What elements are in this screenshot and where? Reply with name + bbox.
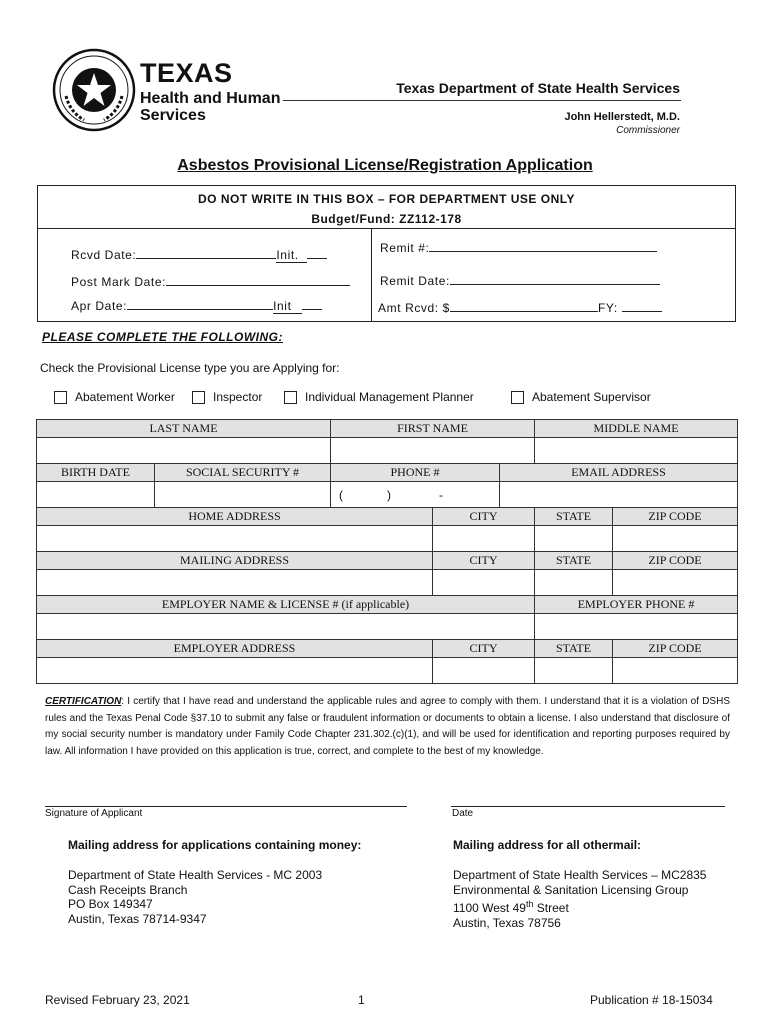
employer-phone-input[interactable] xyxy=(535,614,738,640)
fy-label: FY: xyxy=(597,301,618,315)
employer-state-input[interactable] xyxy=(535,658,613,684)
table-row xyxy=(37,420,738,438)
checkbox-label: Individual Management Planner xyxy=(305,390,474,404)
post-mark-date-field[interactable] xyxy=(71,273,350,289)
table-row xyxy=(37,596,738,614)
table-row xyxy=(37,658,738,684)
first-name-input[interactable] xyxy=(331,438,535,464)
home-city-header: CITY xyxy=(433,508,535,526)
amt-rcvd-field[interactable] xyxy=(378,299,662,315)
phone-input[interactable] xyxy=(331,482,500,508)
email-header: EMAIL ADDRESS xyxy=(500,464,738,482)
middle-name-header: MIDDLE NAME xyxy=(535,420,738,438)
table-row xyxy=(37,482,738,508)
department-use-box xyxy=(37,185,736,322)
mailing-state-header: STATE xyxy=(535,552,613,570)
mailing-zip-header: ZIP CODE xyxy=(613,552,738,570)
table-row xyxy=(37,614,738,640)
phone-paren-open: ( xyxy=(339,487,343,502)
apr-date-field[interactable] xyxy=(71,297,322,314)
form-title: Asbestos Provisional License/Registration Application xyxy=(177,157,593,174)
rcvd-date-label: Rcvd Date: xyxy=(71,248,137,262)
remit-number-field[interactable] xyxy=(380,239,657,255)
post-mark-date-label: Post Mark Date: xyxy=(71,275,167,289)
home-address-input[interactable] xyxy=(37,526,433,552)
logo-line-texas: TEXAS xyxy=(140,58,233,88)
date-signature-line[interactable] xyxy=(451,806,725,807)
street-number: 1100 West 49 xyxy=(453,901,526,915)
employer-zip-input[interactable] xyxy=(613,658,738,684)
header-rule xyxy=(283,100,681,101)
email-input[interactable] xyxy=(500,482,738,508)
table-row xyxy=(37,464,738,482)
rcvd-date-field[interactable] xyxy=(71,246,327,263)
phone-dash: - xyxy=(439,487,443,502)
last-name-input[interactable] xyxy=(37,438,331,464)
revised-date: Revised February 23, 2021 xyxy=(45,993,190,1007)
checkbox-icon[interactable] xyxy=(284,391,297,404)
phone-paren-close: ) xyxy=(387,487,391,502)
money-mailing-address xyxy=(68,868,322,926)
checkbox-individual-management-planner[interactable] xyxy=(284,390,474,404)
remit-date-field[interactable] xyxy=(380,272,660,288)
applicant-signature-line[interactable] xyxy=(45,806,407,807)
home-address-header: HOME ADDRESS xyxy=(37,508,433,526)
checkbox-icon[interactable] xyxy=(54,391,67,404)
address-line: Department of State Health Services - MC 2003 xyxy=(68,868,323,882)
applicant-signature-label: Signature of Applicant xyxy=(45,808,143,819)
address-line: Austin, Texas 78756 xyxy=(453,915,561,930)
street-suffix: Street xyxy=(533,901,569,915)
home-state-header: STATE xyxy=(535,508,613,526)
mailing-city-header: CITY xyxy=(433,552,535,570)
table-row xyxy=(37,526,738,552)
init-label-1: Init. xyxy=(276,248,306,263)
other-mailing-address xyxy=(453,868,706,930)
address-line: Austin, Texas 78714-9347 xyxy=(68,911,207,926)
table-row xyxy=(37,640,738,658)
certification-text xyxy=(45,694,730,760)
texas-hhs-seal-logo xyxy=(52,48,136,132)
address-line: Cash Receipts Branch xyxy=(68,882,188,897)
employer-name-header: EMPLOYER NAME & LICENSE # (if applicable) xyxy=(37,596,535,614)
office-box-divider xyxy=(38,228,735,229)
birth-date-input[interactable] xyxy=(37,482,155,508)
checkbox-icon[interactable] xyxy=(511,391,524,404)
address-line: Environmental & Sanitation Licensing Group xyxy=(453,882,689,897)
table-row xyxy=(37,438,738,464)
home-zip-header: ZIP CODE xyxy=(613,508,738,526)
mailing-zip-input[interactable] xyxy=(613,570,738,596)
commissioner-title: Commissioner xyxy=(616,125,680,136)
first-name-header: FIRST NAME xyxy=(331,420,535,438)
remit-number-label: Remit #: xyxy=(380,241,430,255)
address-line: Department of State Health Services – MC2835 xyxy=(453,868,707,882)
logo-wordmark xyxy=(140,60,280,124)
table-row xyxy=(37,570,738,596)
table-row xyxy=(37,552,738,570)
employer-zip-header: ZIP CODE xyxy=(613,640,738,658)
commissioner-name: John Hellerstedt, M.D. xyxy=(564,111,680,123)
remit-date-label: Remit Date: xyxy=(380,274,450,288)
checkbox-inspector[interactable] xyxy=(192,390,262,404)
checkbox-abatement-worker[interactable] xyxy=(54,390,175,404)
checkbox-label: Inspector xyxy=(213,390,263,404)
checkbox-label: Abatement Supervisor xyxy=(532,390,651,404)
money-mailing-heading: Mailing address for applications containing money: xyxy=(68,838,362,852)
employer-address-header: EMPLOYER ADDRESS xyxy=(37,640,433,658)
employer-city-header: CITY xyxy=(433,640,535,658)
employer-address-input[interactable] xyxy=(37,658,433,684)
checkbox-label: Abatement Worker xyxy=(75,390,175,404)
department-name: Texas Department of State Health Services xyxy=(396,80,680,96)
date-signature-label: Date xyxy=(452,808,474,819)
home-zip-input[interactable] xyxy=(613,526,738,552)
section-heading: PLEASE COMPLETE THE FOLLOWING: xyxy=(42,330,283,344)
other-mailing-heading: Mailing address for all othermail: xyxy=(453,838,642,852)
address-line: PO Box 149347 xyxy=(68,897,153,911)
applicant-info-table xyxy=(36,419,738,684)
last-name-header: LAST NAME xyxy=(37,420,331,438)
middle-name-input[interactable] xyxy=(535,438,738,464)
checkbox-icon[interactable] xyxy=(192,391,205,404)
ssn-header: SOCIAL SECURITY # xyxy=(155,464,331,482)
office-box-heading: DO NOT WRITE IN THIS BOX – FOR DEPARTMENT USE ONLY xyxy=(197,192,576,206)
phone-header: PHONE # xyxy=(331,464,500,482)
office-box-budget: Budget/Fund: ZZ112-178 xyxy=(311,212,462,226)
home-state-input[interactable] xyxy=(535,526,613,552)
address-line xyxy=(453,897,706,916)
ordinal-suffix: th xyxy=(525,899,534,909)
amt-rcvd-label: Amt Rcvd: $ xyxy=(378,301,450,315)
home-city-input[interactable] xyxy=(433,526,535,552)
employer-state-header: STATE xyxy=(535,640,613,658)
apr-date-label: Apr Date: xyxy=(71,299,128,313)
employer-phone-header: EMPLOYER PHONE # xyxy=(535,596,738,614)
license-type-instruction: Check the Provisional License type you are Applying for: xyxy=(40,361,340,375)
ssn-input[interactable] xyxy=(155,482,331,508)
birth-date-header: BIRTH DATE xyxy=(37,464,155,482)
publication-number: Publication # 18-15034 xyxy=(590,993,713,1007)
employer-name-input[interactable] xyxy=(37,614,535,640)
certification-body: : I certify that I have read and understand the applicable rules and agree to comply with them. I understand that it is a violation of DSHS rules and the Texas Penal Code §37.10 to submit any false or fraudulent information or documents to obtain a license. I also understand that disclosure of my social security number is mandatory under Family Code Chapter 231.302.(c)(1), and will be used for identification and reporting purposes required by law. All information I have provided on this application is true, correct, and complete to the best of my knowledge. xyxy=(45,696,730,757)
checkbox-abatement-supervisor[interactable] xyxy=(511,390,651,404)
office-box-vertical-divider xyxy=(371,228,372,321)
table-row xyxy=(37,508,738,526)
employer-city-input[interactable] xyxy=(433,658,535,684)
mailing-address-input[interactable] xyxy=(37,570,433,596)
certification-lead: CERTIFICATION xyxy=(45,696,122,707)
mailing-city-input[interactable] xyxy=(433,570,535,596)
mailing-address-header: MAILING ADDRESS xyxy=(37,552,433,570)
page-number: 1 xyxy=(358,993,365,1007)
init-label-2: Init xyxy=(273,299,301,314)
mailing-state-input[interactable] xyxy=(535,570,613,596)
logo-line-health: Health and Human xyxy=(140,90,281,107)
logo-line-services: Services xyxy=(140,107,206,124)
